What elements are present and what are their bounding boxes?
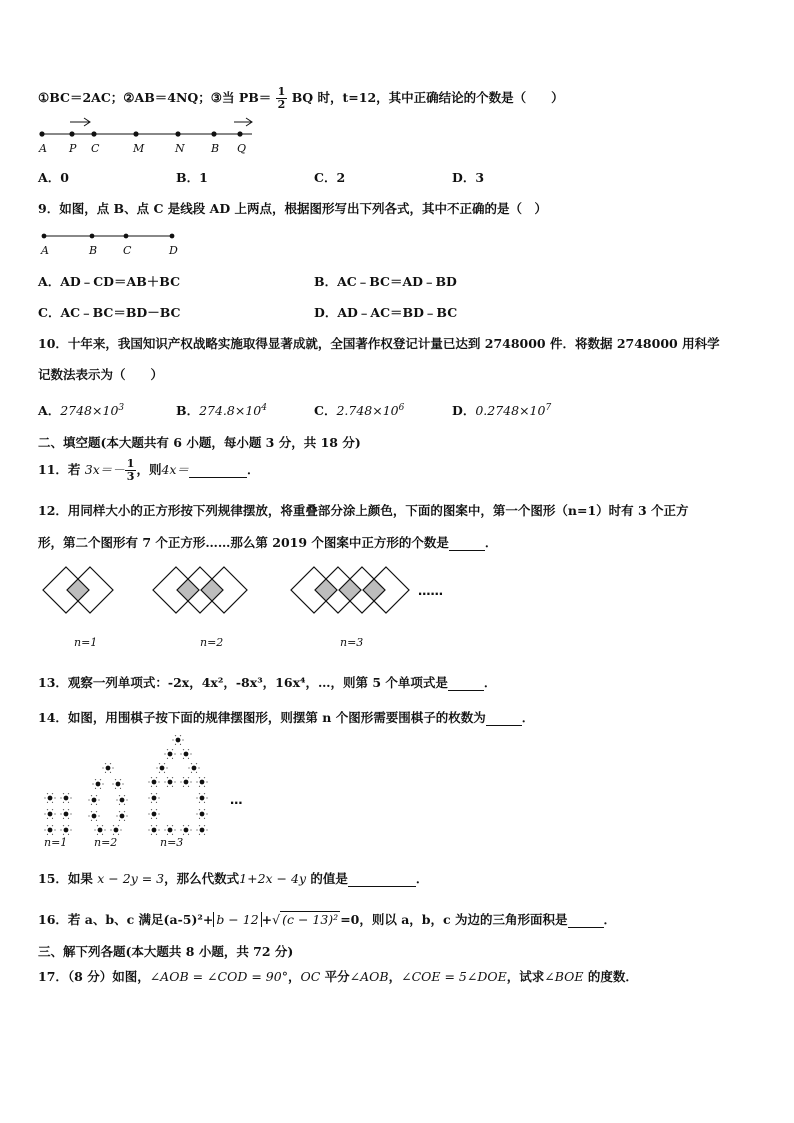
q12-shaded-overlap xyxy=(201,579,223,601)
go-stone xyxy=(64,812,69,817)
go-stone xyxy=(64,828,69,833)
go-stone xyxy=(184,752,189,757)
go-stone xyxy=(200,780,205,785)
q8-point-label-B: B xyxy=(211,142,220,155)
go-stone xyxy=(48,812,53,817)
arrow-left-moving xyxy=(70,118,90,126)
q9-point-label-B: B xyxy=(89,244,98,257)
q12-stem-line2: 形，第二个图形有 7 个正方形……那么第 2019 个图案中正方形的个数是 ． xyxy=(38,535,498,550)
go-stone xyxy=(152,828,157,833)
q8-point-label-A: A xyxy=(39,142,47,155)
go-stone xyxy=(64,796,69,801)
q11-answer-blank[interactable] xyxy=(189,462,247,478)
q9-point-C xyxy=(124,234,129,239)
go-stone xyxy=(98,828,103,833)
q11-stem: 11．若 3x＝－ $\frac{1}{3}$ ，则4x＝ ． xyxy=(38,457,260,483)
q8-point-M xyxy=(133,131,138,136)
q8-point-label-P: P xyxy=(69,142,77,155)
q8-option-b[interactable]: B．1 xyxy=(176,170,208,185)
q14-ellipsis: … xyxy=(230,792,243,807)
q13-answer-blank[interactable] xyxy=(448,675,484,691)
section-3-heading: 三、解下列各题(本大题共 8 小题，共 72 分) xyxy=(38,944,294,959)
q17-stem: 17．（8 分）如图，∠AOB = ∠COD = 90°，OC 平分∠AOB，∠COE = 5∠DOE，试求∠BOE 的度数． xyxy=(38,969,638,984)
q12-square-patterns xyxy=(40,560,470,650)
q12-label-n3: n=3 xyxy=(340,636,364,649)
q8-point-A xyxy=(39,131,44,136)
q8-option-a[interactable]: A．0 xyxy=(38,170,69,185)
go-stone xyxy=(184,780,189,785)
q8-point-P xyxy=(69,131,74,136)
go-stone xyxy=(168,780,173,785)
go-stone xyxy=(116,782,121,787)
q9-segment xyxy=(38,226,188,256)
go-stone xyxy=(48,828,53,833)
q8-point-label-Q: Q xyxy=(237,142,247,155)
go-stone xyxy=(152,796,157,801)
q12-figure-n1 xyxy=(43,567,113,613)
go-stone xyxy=(192,766,197,771)
q8-option-d[interactable]: D．3 xyxy=(452,170,485,185)
q8-number-line xyxy=(38,114,258,158)
go-stone xyxy=(152,812,157,817)
go-stone xyxy=(120,798,125,803)
q12-shaded-overlap xyxy=(339,579,361,601)
q9-point-label-A: A xyxy=(41,244,49,257)
q10-option-c[interactable]: C．$2.748\times 10^6$ xyxy=(314,402,405,418)
q8-point-C xyxy=(91,131,96,136)
q10-option-d[interactable]: D．$0.2748\times 10^7$ xyxy=(452,402,552,418)
q12-figure-n2 xyxy=(153,567,247,613)
q8-fraction: $\frac{1}{2}$ xyxy=(277,85,286,111)
go-stone xyxy=(168,752,173,757)
q12-shaded-overlap xyxy=(67,579,89,601)
q9-stem: 9．如图，点 B、点 C 是线段 AD 上两点，根据图形写出下列各式，其中不正确的是（ ） xyxy=(38,201,548,216)
q16-square-root: (c − 13)² xyxy=(282,912,339,927)
q14-stem: 14．如图，用围棋子按下面的规律摆图形，则摆第 n 个图形需要围棋子的枚数为 ． xyxy=(38,710,535,725)
q9-point-label-C: C xyxy=(123,244,132,257)
go-stone xyxy=(114,828,119,833)
go-stone xyxy=(92,798,97,803)
q9-point-A xyxy=(42,234,47,239)
q12-stem-line1: 12．用同样大小的正方形按下列规律摆放，将重叠部分涂上颜色，下面的图案中，第一个图形（n=1）时有 3 个正方 xyxy=(38,503,689,518)
q14-label-n3: n=3 xyxy=(160,836,184,849)
section-2-heading: 二、填空题(本大题共有 6 小题，每小题 3 分，共 18 分) xyxy=(38,435,361,450)
go-stone xyxy=(200,828,205,833)
go-stone xyxy=(200,796,205,801)
q8-point-label-N: N xyxy=(175,142,185,155)
q16-absolute-value: b − 12 xyxy=(213,912,261,927)
q14-label-n1: n=1 xyxy=(44,836,68,849)
q9-point-D xyxy=(170,234,175,239)
q9-option-a[interactable]: A．AD﹣CD＝AB＋BC xyxy=(38,274,181,289)
q15-answer-blank[interactable] xyxy=(348,871,416,887)
q12-shaded-overlap xyxy=(363,579,385,601)
go-stone xyxy=(184,828,189,833)
go-stone xyxy=(120,814,125,819)
q9-option-c[interactable]: C．AC﹣BC＝BD－BC xyxy=(38,305,181,320)
q10-stem-line2: 记数法表示为（ ） xyxy=(38,367,164,382)
q12-ellipsis: …… xyxy=(418,583,443,598)
q8-option-c[interactable]: C．2 xyxy=(314,170,346,185)
q16-answer-blank[interactable] xyxy=(568,912,604,928)
q11-fraction: $\frac{1}{3}$ xyxy=(126,457,135,483)
q9-option-d[interactable]: D．AD﹣AC＝BD﹣BC xyxy=(314,305,458,320)
q15-stem: 15．如果 x − 2y = 3，那么代数式1+2x − 4y 的值是 ． xyxy=(38,871,429,886)
q14-figure-n1 xyxy=(44,793,71,835)
q8-point-label-C: C xyxy=(91,142,100,155)
go-stone xyxy=(92,814,97,819)
q8-point-Q xyxy=(237,131,242,136)
q10-stem-line1: 10．十年来，我国知识产权战略实施取得显著成就，全国著作权登记计量已达到 2748000 件．将数据 2748000 用科学 xyxy=(38,336,720,351)
go-stone xyxy=(106,766,111,771)
q12-answer-blank[interactable] xyxy=(449,535,485,551)
q8-point-N xyxy=(175,131,180,136)
go-stone xyxy=(152,780,157,785)
q8-stem: ①BC＝2AC；②AB＝4NQ；③当 PB＝ $\frac{1}{2}$ BQ 时，t=12，其中正确结论的个数是（ ） xyxy=(38,85,564,111)
q13-stem: 13．观察一列单项式：-2x，4x²，-8x³，16x⁴，…，则第 5 个单项式是 ． xyxy=(38,675,497,690)
q12-shaded-overlap xyxy=(177,579,199,601)
go-stone xyxy=(200,812,205,817)
go-stone xyxy=(168,828,173,833)
q8-point-label-M: M xyxy=(133,142,145,155)
go-stone xyxy=(176,738,181,743)
q12-figure-n3 xyxy=(291,567,409,613)
q12-label-n1: n=1 xyxy=(74,636,98,649)
go-stone xyxy=(160,766,165,771)
go-stone xyxy=(96,782,101,787)
q9-point-B xyxy=(90,234,95,239)
go-stone xyxy=(48,796,53,801)
q12-label-n2: n=2 xyxy=(200,636,224,649)
q14-figure-n3 xyxy=(148,735,207,835)
q9-point-label-D: D xyxy=(169,244,178,257)
q9-option-b[interactable]: B．AC﹣BC＝AD﹣BD xyxy=(314,274,457,289)
q12-shaded-overlap xyxy=(315,579,337,601)
q8-point-B xyxy=(211,131,216,136)
q10-option-a[interactable]: A．$2748\times 10^3$ xyxy=(38,402,125,418)
q14-answer-blank[interactable] xyxy=(486,710,522,726)
q14-label-n2: n=2 xyxy=(94,836,118,849)
q14-figure-n2 xyxy=(88,763,127,835)
q16-stem: 16．若 a、b、c 满足(a-5)²+ b − 12 +√ (c − 13)² =0，则以 a，b，c 为边的三角形面积是 ． xyxy=(38,912,617,927)
arrow-right-moving xyxy=(234,118,252,126)
q10-option-b[interactable]: B．$274.8\times 10^4$ xyxy=(176,402,267,418)
